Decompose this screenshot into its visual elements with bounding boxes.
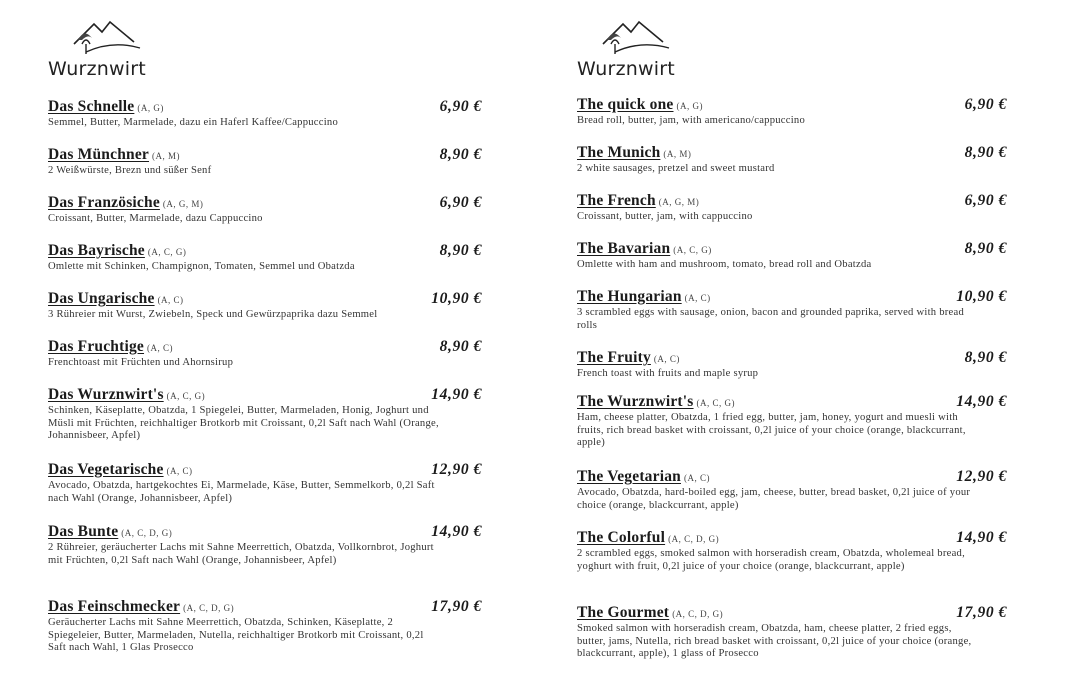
menu-item-allergens: (A, C, G) (147, 247, 187, 257)
menu-item-allergens: (A, C, D, G) (672, 609, 724, 619)
menu-item-description: Geräucherter Lachs mit Sahne Meerrettich, Obatzda, Schinken, Käseplatte, 2 Spiegeleier, Butter, Marmeladen, Nutella, reichhaltiger Brotkorb mit Croissant, 0,2l Saft nach Wahl, 1 Glas Prosecco (48, 617, 424, 653)
menu-item-description: 2 white sausages, pretzel and sweet mustard (577, 163, 775, 174)
menu-item-price: 8,90 € (439, 146, 482, 163)
menu-item-name: The Gourmet (577, 604, 670, 621)
menu-item-allergens: (A, C, G) (166, 391, 206, 401)
menu-item (48, 461, 488, 505)
menu-item-description: Avocado, Obatzda, hartgekochtes Ei, Marmelade, Käse, Butter, Semmelkorb, 0,2l Saft nach Wahl (Orange, Johannisbeer, Apfel) (48, 480, 435, 504)
menu-item-price: 17,90 € (956, 604, 1007, 621)
menu-item-description: 2 scrambled eggs, smoked salmon with horseradish cream, Obatzda, wholemeal bread, yoghurt with fruit, 0,2l juice of your choice (orange, blackcurrant, apple) (577, 548, 965, 572)
menu-item-allergens: (A, C) (653, 354, 680, 364)
menu-item-header (577, 468, 1017, 486)
menu-item-name: The Colorful (577, 529, 666, 546)
menu-item-allergens: (A, G) (137, 103, 164, 113)
menu-item-allergens: (A, C, D, G) (121, 528, 173, 538)
menu-item-description: Ham, cheese platter, Obatzda, 1 fried egg, butter, jam, honey, yogurt and muesli with fruits, rich bread basket with croissant, 0,2l juice of your choice (orange, blackcurrant, apple) (577, 412, 966, 448)
menu-item-header (577, 96, 1017, 114)
menu-item-name: The Munich (577, 144, 661, 161)
menu-item-name: Das Ungarische (48, 290, 155, 307)
menu-item-name: Das Feinschmecker (48, 598, 181, 615)
menu-item-price: 8,90 € (964, 349, 1007, 366)
menu-item (577, 393, 1017, 450)
mountain-tree-logo-icon (601, 18, 671, 58)
menu-item (577, 144, 1017, 176)
menu-item (577, 604, 1017, 661)
menu-item-description: Smoked salmon with horseradish cream, Obatzda, ham, cheese platter, 2 fried eggs, butter, jams, Nutella, rich bread basket with croissant, 0,2l juice of your choice (orange, blackcurrant, apple), 1 glass of Prosecco (577, 623, 972, 659)
menu-item-price: 14,90 € (431, 386, 482, 403)
menu-item-header (48, 194, 488, 212)
menu-item-name: The Fruity (577, 349, 651, 366)
menu-item (577, 349, 1017, 381)
menu-item-price: 6,90 € (964, 96, 1007, 113)
menu-item (48, 338, 488, 370)
menu-item-description: Omlette mit Schinken, Champignon, Tomaten, Semmel und Obatzda (48, 261, 355, 272)
menu-item-description: Schinken, Käseplatte, Obatzda, 1 Spiegelei, Butter, Marmeladen, Honig, Joghurt und Müsli mit Früchten, reichhaltiger Brotkorb mit Croissant, 0,2l Saft nach Wahl (Orange, Johannisbeer, Apfel) (48, 405, 439, 441)
menu-item-header (48, 242, 488, 260)
menu-item-allergens: (A, C) (166, 466, 193, 476)
menu-item-name: Das Vegetarische (48, 461, 164, 478)
menu-item-name: The Hungarian (577, 288, 682, 305)
menu-item-price: 12,90 € (431, 461, 482, 478)
menu-item-allergens: (A, C, D, G) (183, 603, 235, 613)
menu-item-header (577, 192, 1017, 210)
menu-item-price: 10,90 € (431, 290, 482, 307)
menu-item-price: 17,90 € (431, 598, 482, 615)
menu-item (48, 242, 488, 274)
menu-item-name: Das Französiche (48, 194, 160, 211)
brand-name: Wurznwirt (48, 58, 146, 80)
menu-item-name: The quick one (577, 96, 674, 113)
menu-item-description: Avocado, Obatzda, hard-boiled egg, jam, cheese, butter, bread basket, 0,2l juice of your choice (orange, blackcurrant, apple) (577, 487, 971, 511)
menu-item-price: 6,90 € (439, 98, 482, 115)
menu-item-allergens: (A, C) (684, 293, 711, 303)
menu-item-header (577, 240, 1017, 258)
menu-item-header (577, 393, 1017, 411)
menu-item-header (48, 98, 488, 116)
menu-item-header (577, 288, 1017, 306)
menu-item-description: Semmel, Butter, Marmelade, dazu ein Haferl Kaffee/Cappuccino (48, 117, 339, 128)
menu-item-name: The French (577, 192, 656, 209)
menu-item-description: Frenchtoast mit Früchten und Ahornsirup (48, 357, 234, 368)
menu-item-description: 3 scrambled eggs with sausage, onion, bacon and grounded paprika, served with bread rolls (577, 307, 965, 331)
menu-item-allergens: (A, G) (676, 101, 703, 111)
wurznwirt-logo (577, 18, 697, 80)
menu-item-name: The Wurznwirt's (577, 393, 694, 410)
menu-item (48, 598, 488, 655)
menu-item-price: 8,90 € (439, 338, 482, 355)
menu-item-description: Croissant, butter, jam, with cappuccino (577, 211, 753, 222)
menu-item (48, 523, 488, 567)
menu-item-price: 14,90 € (431, 523, 482, 540)
menu-item-price: 14,90 € (956, 529, 1007, 546)
menu-item (577, 468, 1017, 512)
menu-item (577, 288, 1017, 332)
menu-item-allergens: (A, M) (663, 149, 692, 159)
menu-item-description: French toast with fruits and maple syrup (577, 368, 759, 379)
menu-item-allergens: (A, C, G) (673, 245, 712, 255)
menu-item (48, 386, 488, 443)
menu-item-description: Bread roll, butter, jam, with americano/cappuccino (577, 115, 805, 126)
menu-item-price: 8,90 € (964, 144, 1007, 161)
menu-item (48, 146, 488, 178)
menu-item-header (48, 523, 488, 541)
menu-item-allergens: (A, C) (683, 473, 710, 483)
menu-item (577, 192, 1017, 224)
menu-item-name: The Bavarian (577, 240, 671, 257)
menu-item-header (48, 338, 488, 356)
menu-item-description: 2 Weißwürste, Brezn und süßer Senf (48, 165, 212, 176)
menu-item-header (48, 290, 488, 308)
menu-item-description: 2 Rühreier, geräucherter Lachs mit Sahne Meerrettich, Obatzda, Vollkornbrot, Joghurt mit Früchten, 0,2l Saft nach Wahl (Orange, Johannisbeer, Apfel) (48, 542, 434, 566)
menu-item-allergens: (A, M) (152, 151, 181, 161)
menu-item-header (577, 144, 1017, 162)
menu-item-price: 10,90 € (956, 288, 1007, 305)
menu-item-name: Das Wurznwirt's (48, 386, 164, 403)
menu-item (577, 529, 1017, 573)
menu-item-allergens: (A, C) (147, 343, 174, 353)
menu-item-header (48, 386, 488, 404)
menu-item-allergens: (A, C) (157, 295, 184, 305)
menu-item-description: 3 Rühreier mit Wurst, Zwiebeln, Speck und Gewürzpaprika dazu Semmel (48, 309, 378, 320)
menu-item-description: Croissant, Butter, Marmelade, dazu Cappuccino (48, 213, 263, 224)
menu-item (577, 240, 1017, 272)
menu-item-name: Das Bunte (48, 523, 119, 540)
menu-item-header (577, 349, 1017, 367)
menu-item (48, 194, 488, 226)
menu-item-header (577, 604, 1017, 622)
menu-item-allergens: (A, C, D, G) (668, 534, 720, 544)
menu-item-price: 6,90 € (439, 194, 482, 211)
menu-item-header (48, 146, 488, 164)
menu-item-header (48, 461, 488, 479)
menu-item-name: Das Fruchtige (48, 338, 145, 355)
brand-name: Wurznwirt (577, 58, 675, 80)
menu-item-price: 14,90 € (956, 393, 1007, 410)
mountain-tree-logo-icon (72, 18, 142, 58)
menu-item-allergens: (A, G, M) (162, 199, 204, 209)
menu-item-description: Omlette with ham and mushroom, tomato, bread roll and Obatzda (577, 259, 872, 270)
menu-item-price: 8,90 € (964, 240, 1007, 257)
menu-item-header (48, 598, 488, 616)
menu-item-name: Das Münchner (48, 146, 150, 163)
menu-item (48, 290, 488, 322)
menu-item-name: Das Schnelle (48, 98, 135, 115)
menu-item-name: The Vegetarian (577, 468, 681, 485)
menu-item-allergens: (A, G, M) (658, 197, 700, 207)
menu-item-name: Das Bayrische (48, 242, 145, 259)
menu-item-allergens: (A, C, G) (696, 398, 736, 408)
menu-item (577, 96, 1017, 128)
menu-item-price: 8,90 € (439, 242, 482, 259)
menu-item (48, 98, 488, 130)
wurznwirt-logo (48, 18, 168, 80)
menu-item-header (577, 529, 1017, 547)
menu-item-price: 6,90 € (964, 192, 1007, 209)
menu-item-price: 12,90 € (956, 468, 1007, 485)
